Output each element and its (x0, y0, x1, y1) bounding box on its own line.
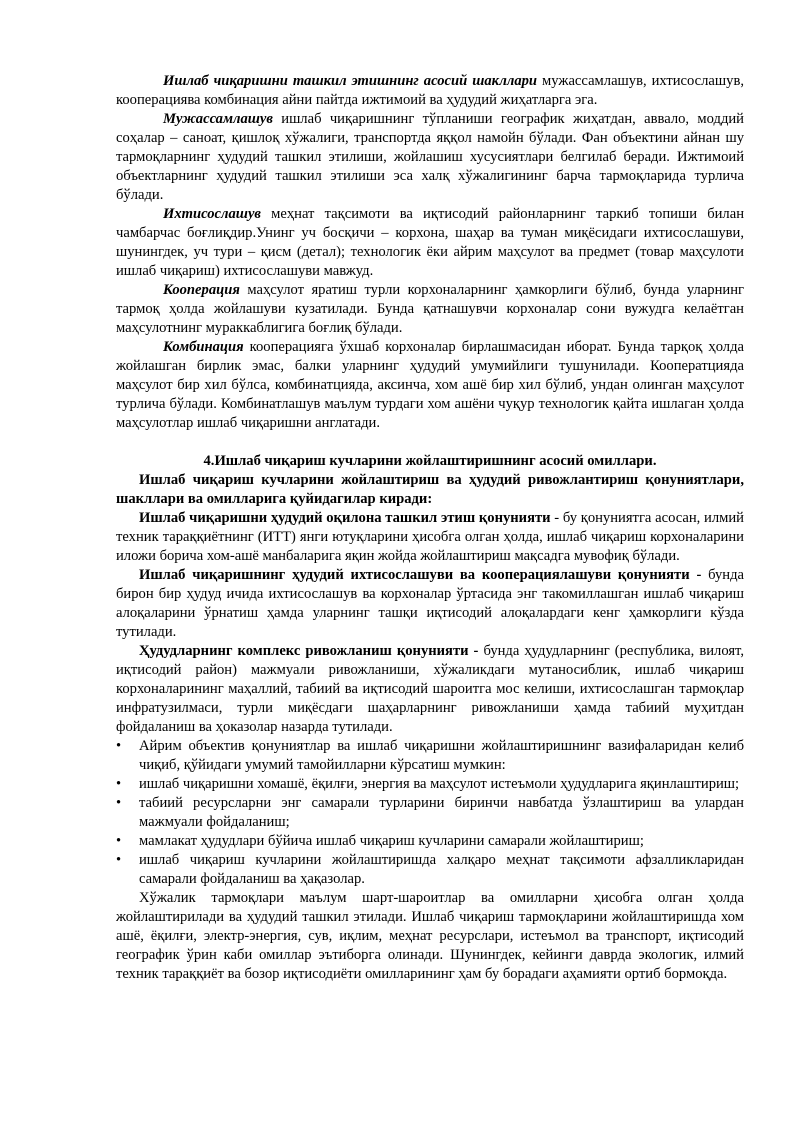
paragraph-cooperation (116, 281, 744, 338)
paragraph-text: мужассамлашув, ихтисослашув, кооперациява комбинация айни пайтда ижтимоий ва ҳудудий жиҳатларга эга. (116, 73, 744, 108)
term-specialization: Ихтисослашув (163, 206, 261, 222)
term-law-complex: Ҳудудларнинг комплекс ривожланиш қонунияти - (139, 643, 479, 659)
list-item (116, 851, 744, 889)
term-combination: Комбинация (163, 339, 244, 355)
list-item-text: мамлакат ҳудудлари бўйича ишлаб чиқариш кучларини самарали жойлаштириш; (139, 833, 644, 849)
paragraph-text: - бу қонуниятга асосан, илмий техник тараққиётнинг (ИТТ) янги ютуқларини ҳисобга олган ҳолда, ишлаб чиқариш корхоналарини иложи борича хом-ашё манбаларига яқин жойда жойлаштириш мақсадга мувофиқ бўлади. (116, 510, 744, 564)
paragraph-law-specialization (116, 566, 744, 642)
list-item-text: табиий ресурсларни энг самарали турларини биринчи навбатда ўзлаштириш ва улардан мажмуали фойдаланиш; (139, 795, 744, 830)
bullet-icon: • (116, 852, 122, 868)
paragraph-law-rational (116, 509, 744, 566)
paragraph-text: маҳсулот яратиш турли корхоналарнинг ҳамкорлиги бўлиб, бунда уларнинг тармоқ ҳолда жойлашуви кузатилади. Бунда қатнашувчи корхоналар сони вужудга келаётган маҳсулотнинг мураккаблигига боғлиқ бўлади. (116, 282, 744, 336)
paragraph-text: бунда бирон бир ҳудуд ичида ихтисослашув ва корхоналар ўртасида энг такомиллашган ишлаб чиқариш алоқаларини ўрнатиш ҳамда уларнинг ташқи иқтисодий алоқалардаги кенг ҳамкорлиги кўзда тутилади. (116, 567, 744, 640)
term-forms: Ишлаб чиқаришни ташкил этишнинг асосий шакллари (163, 73, 538, 89)
bullet-icon: • (116, 833, 122, 849)
principles-list (116, 737, 744, 889)
paragraph-final: Хўжалик тармоқлари маълум шарт-шароитлар ва омилларни ҳисобга олган ҳолда жойлаштирилади ва ҳудудий ташкил этилади. Ишлаб чиқариш тармоқларини жойлаштиришда хом ашё, ёқилғи, электр-энергия, сув, иқлим, меҳнат ресурслари, истеъмол ва транспорт, иқтисодий географик ўрин каби омиллар эътиборга олинади. Шунингдек, кейинги даврда экологик, илмий техник тараққиёт ва бозор иқтисодиёти омилларининг ҳам бу борадаги аҳамияти ортиб бормоқда. (116, 890, 744, 982)
list-item-text: ишлаб чиқаришни хомашё, ёқилғи, энергия ва маҳсулот истеъмоли ҳудудларига яқинлаштириш; (139, 776, 740, 792)
paragraph-text: бунда ҳудудларнинг (республика, вилоят, иқтисодий район) мажмуали ривожланиши, хўжаликдаги мутаносиблик, ишлаб чиқариш корхоналарининг маҳаллий, табиий ва иқтисодий шароитга мос келиши, ихтисослашган тармоқлар инфратузилмаси, турли миқёсдаги шаҳарларнинг ривожланиши ҳамда табиий муҳитдан фойдаланиш ва ҳоказолар назарда тутилади. (116, 643, 744, 735)
paragraph-forms (116, 72, 744, 110)
bullet-icon: • (116, 776, 122, 792)
list-item (116, 737, 744, 775)
paragraph-combination (116, 338, 744, 433)
paragraph-text: кооперацияга ўхшаб корхоналар бирлашмасидан иборат. Бунда тарқоқ ҳолда жойлашган бирлик эмас, балки уларнинг ҳудудий умумийлиги тушунилади. Кооператцияда маҳсулот бир хил бўлса, комбинатцияда, аксинча, хом ашё бир хил бўлиб, ундан олинган маҳсулот турлича бўлади. Комбинатлашув маълум турдаги хом ашёни чуқур технологик қайта ишлаган ҳолда маҳсулотлар ишлаб чиқаришни англатади. (116, 339, 744, 431)
paragraph-concentration (116, 110, 744, 205)
section-heading: 4.Ишлаб чиқариш кучларини жойлаштиришнинг асосий омиллари. (203, 453, 657, 469)
paragraph-text: меҳнат тақсимоти ва иқтисодий районларнинг таркиб топиши билан чамбарчас боғлиқдир.Унинг уч босқичи – корхона, шаҳар ва туман миқёсидаги ихтисослашуви, шунингдек, уч тури – қисм (детал); технологик ёки айрим маҳсулот ва предмет (товар маҳсулоти ишлаб чиқариш) ихтисослашуви мавжуд. (116, 206, 744, 279)
term-cooperation: Кооперация (163, 282, 240, 298)
document-page (116, 72, 744, 984)
list-item-text: ишлаб чиқариш кучларини жойлаштиришда халқаро меҳнат тақсимоти афзалликларидан самарали фойдаланиш ва ҳақазолар. (139, 852, 744, 887)
term-law-rational: Ишлаб чиқаришни ҳудудий оқилона ташкил этиш қонунияти (139, 510, 551, 526)
term-law-specialization: Ишлаб чиқаришнинг ҳудудий ихтисослашуви ва кооперациялашуви қонунияти - (139, 567, 702, 583)
list-item-text: Айрим объектив қонуниятлар ва ишлаб чиқаришни жойлаштиришнинг вазифаларидан келиб чиқиб, қўйидаги умумий тамойилларни кўрсатиш мумкин: (139, 738, 744, 773)
paragraph-text: ишлаб чиқаришнинг тўпланиши географик жиҳатдан, аввало, моддий соҳалар – саноат, қишлоқ хўжалиги, транспортда яққол намойн бўлади. Фан объектини айнан шу тармоқларнинг ҳудудий ташкил этилиши, жойлашиш хусусиятлари белгилаб беради. Ижтимоий объектларнинг ҳудудий ташкил этилиши эса халқ хўжалигининг барча тармоқларида турлича бўлади. (116, 111, 744, 203)
list-item (116, 832, 744, 851)
section-subheading: Ишлаб чиқариш кучларини жойлаштириш ва ҳудудий ривожлантириш қонуниятлари, шакллари ва омилларига қуйидагилар киради: (116, 472, 744, 507)
bullet-icon: • (116, 738, 122, 754)
paragraph-law-complex (116, 642, 744, 737)
list-item (116, 775, 744, 794)
list-item (116, 794, 744, 832)
bullet-icon: • (116, 795, 122, 811)
paragraph-specialization (116, 205, 744, 281)
term-concentration: Мужассамлашув (163, 111, 273, 127)
